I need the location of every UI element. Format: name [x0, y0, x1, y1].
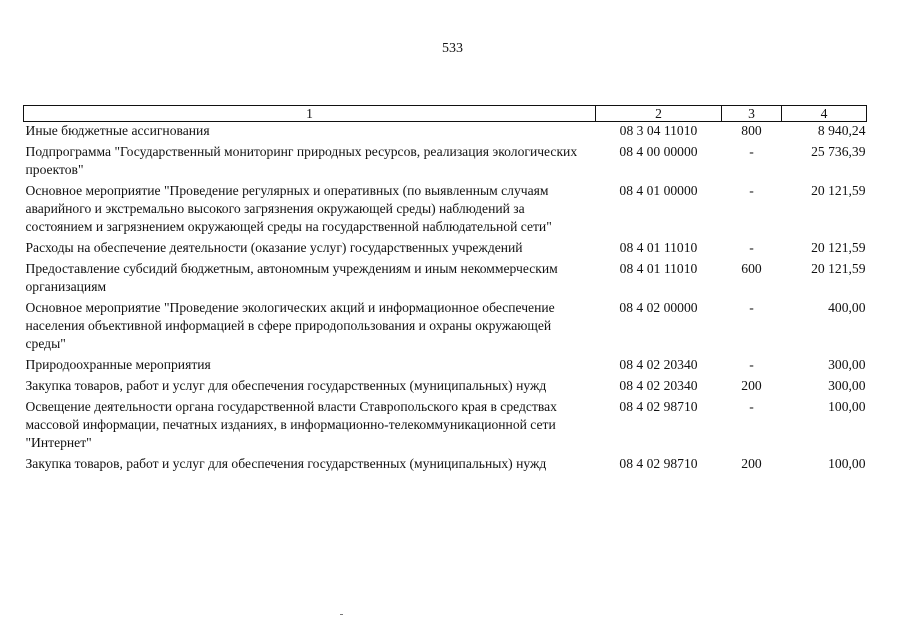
table-header — [24, 106, 867, 122]
row-name: Освещение деятельности органа государственной власти Ставропольского края в средствах массовой информации, печатных изданиях, в информационно-телекоммуникационной сети "Интернет" — [25, 399, 557, 450]
table-row — [24, 398, 867, 455]
header-col-3: 3 — [722, 106, 782, 122]
budget-table — [23, 105, 867, 476]
scan-speck — [340, 614, 343, 615]
table-row — [24, 143, 867, 182]
row-type: 200 — [741, 378, 762, 393]
row-amount: 100,00 — [828, 456, 866, 471]
table-row — [24, 182, 867, 239]
row-code: 08 4 01 11010 — [619, 261, 698, 276]
row-amount: 20 121,59 — [811, 183, 866, 198]
row-type: - — [749, 183, 754, 198]
row-name: Расходы на обеспечение деятельности (оказание услуг) государственных учреждений — [25, 240, 523, 255]
row-amount: 25 736,39 — [811, 144, 866, 159]
row-code: 08 4 02 20340 — [619, 357, 698, 372]
header-row — [24, 106, 867, 122]
page-number: 533 — [442, 41, 463, 56]
row-name: Закупка товаров, работ и услуг для обеспечения государственных (муниципальных) нужд — [25, 456, 547, 471]
header-col-1: 1 — [24, 106, 596, 122]
row-name: Природоохранные мероприятия — [25, 357, 211, 372]
row-type: - — [749, 399, 754, 414]
row-amount: 300,00 — [828, 378, 866, 393]
row-amount: 8 940,24 — [817, 123, 866, 138]
row-type: - — [749, 357, 754, 372]
row-type: 600 — [741, 261, 762, 276]
row-code: 08 4 01 11010 — [619, 240, 698, 255]
row-type: 800 — [741, 123, 762, 138]
row-code: 08 4 00 00000 — [619, 144, 698, 159]
row-name: Закупка товаров, работ и услуг для обеспечения государственных (муниципальных) нужд — [25, 378, 547, 393]
row-code: 08 4 02 00000 — [619, 300, 698, 315]
row-type: 200 — [741, 456, 762, 471]
row-code: 08 4 01 00000 — [619, 183, 698, 198]
table-row — [24, 260, 867, 299]
table-row — [24, 455, 867, 476]
header-col-2: 2 — [596, 106, 722, 122]
row-code: 08 3 04 11010 — [619, 123, 698, 138]
row-code: 08 4 02 20340 — [619, 378, 698, 393]
row-name: Основное мероприятие "Проведение экологических акций и информационное обеспечение населения объективной информацией в сфере природопользования и охраны окружающей среды" — [25, 300, 555, 351]
table-row — [24, 299, 867, 356]
table-body — [24, 122, 867, 477]
row-type: - — [749, 300, 754, 315]
row-name: Предоставление субсидий бюджетным, автономным учреждениям и иным некоммерческим организациям — [25, 261, 558, 294]
row-type: - — [749, 144, 754, 159]
table-row — [24, 239, 867, 260]
table-row — [24, 377, 867, 398]
row-amount: 20 121,59 — [811, 240, 866, 255]
row-name: Основное мероприятие "Проведение регулярных и оперативных (по выявленным случаям аварийного и экстремально высокого загрязнения окружающей среды) наблюдений за состоянием и загрязнением окружающей среды на государственной наблюдательной сети" — [25, 183, 552, 234]
row-name: Подпрограмма "Государственный мониторинг природных ресурсов, реализация экологических проектов" — [25, 144, 578, 177]
row-amount: 300,00 — [828, 357, 866, 372]
row-amount: 400,00 — [828, 300, 866, 315]
table-row — [24, 122, 867, 144]
row-code: 08 4 02 98710 — [619, 456, 698, 471]
row-name: Иные бюджетные ассигнования — [25, 123, 210, 138]
row-type: - — [749, 240, 754, 255]
row-amount: 20 121,59 — [811, 261, 866, 276]
table-row — [24, 356, 867, 377]
row-amount: 100,00 — [828, 399, 866, 414]
header-col-4: 4 — [782, 106, 867, 122]
row-code: 08 4 02 98710 — [619, 399, 698, 414]
